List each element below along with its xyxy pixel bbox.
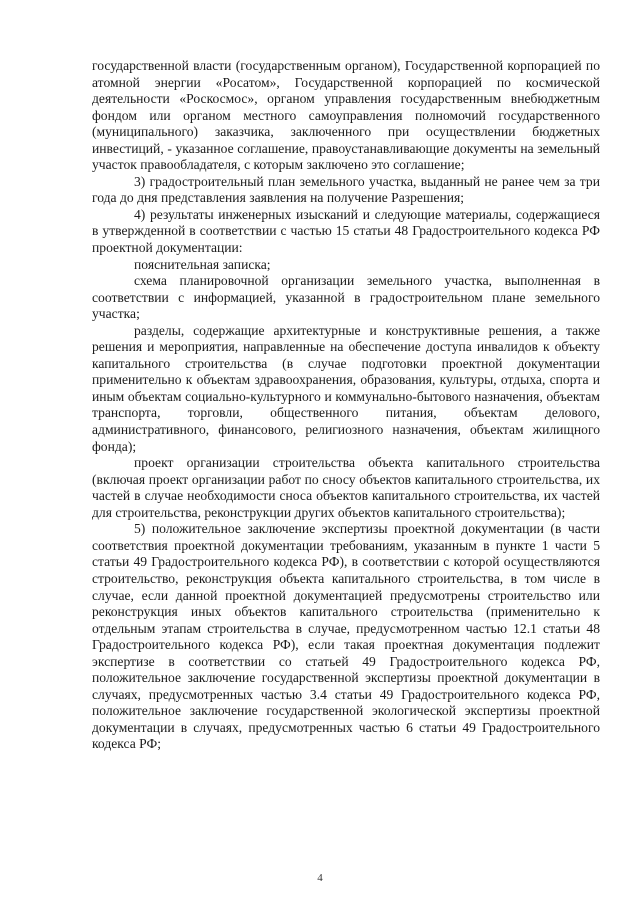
paragraph-site-plan: схема планировочной организации земельного участка, выполненная в соответствии с информацией, указанной в градостроительном плане земельного участка;: [92, 273, 600, 322]
page-number: 4: [317, 872, 323, 884]
paragraph-design-sections: разделы, содержащие архитектурные и конструктивные решения, а также решения и мероприятия, направленные на обеспечение доступа инвалидов к объекту капитального строительства (в случае подготовки проектной документации применительно к объектам здравоохранения, образования, культуры, отдыха, спорта и иным объектам социально-культурного и коммунально-бытового назначения, объектам транспорта, торговли, общественного питания, объектам делового, административного, финансового, религиозного назначения, объектам жилищного фонда);: [92, 322, 600, 454]
paragraph-explanatory-note: пояснительная записка;: [134, 256, 271, 272]
paragraph-item-3: 3) градостроительный план земельного участка, выданный не ранее чем за три года до дня представления заявления на получение Разрешения;: [92, 173, 600, 206]
paragraph-continuation: государственной власти (государственным органом), Государственной корпорацией по атомной энергии «Росатом», Государственной корпорацией по космической деятельности «Роскосмос», органом управления государственным внебюджетным фондом или органом местного самоуправления полномочий государственного (муниципального) заказчика, заключенного при осуществлении бюджетных инвестиций, - указанное соглашение, правоустанавливающие документы на земельный участок правообладателя, с которым заключено это соглашение;: [92, 58, 600, 173]
paragraph-item-5: 5) положительное заключение экспертизы проектной документации (в части соответствия проектной документации требованиям, указанным в пункте 1 части 5 статьи 49 Градостроительного кодекса РФ), в соответствии с которой осуществляются строительство, реконструкция объекта капитального строительства, в том числе в случае, если данной проектной документацией предусмотрены строительство или реконструкция иных объектов капитального строительства (применительно к отдельным этапам строительства в случае, предусмотренном частью 12.1 статьи 48 Градостроительного кодекса РФ), если такая проектная документация подлежит экспертизе в соответствии со статьей 49 Градостроительного кодекса РФ, положительное заключение государственной экспертизы проектной документации в случаях, предусмотренных частью 3.4 статьи 49 Градостроительного кодекса РФ, положительное заключение государственной экологической экспертизы проектной документации в случаях, предусмотренных частью 6 статьи 49 Градостроительного кодекса РФ;: [92, 521, 600, 752]
paragraph-item-4: 4) результаты инженерных изысканий и следующие материалы, содержащиеся в утвержденной в соответствии с частью 15 статьи 48 Градостроительного кодекса РФ проектной документации:: [92, 206, 600, 256]
document-body: [92, 58, 600, 753]
paragraph-construction-project: проект организации строительства объекта капитального строительства (включая проект организации работ по сносу объектов капитального строительства, их частей в случае необходимости сноса объектов капитального строительства, их частей для строительства, реконструкции других объектов капитального строительства);: [92, 455, 600, 520]
